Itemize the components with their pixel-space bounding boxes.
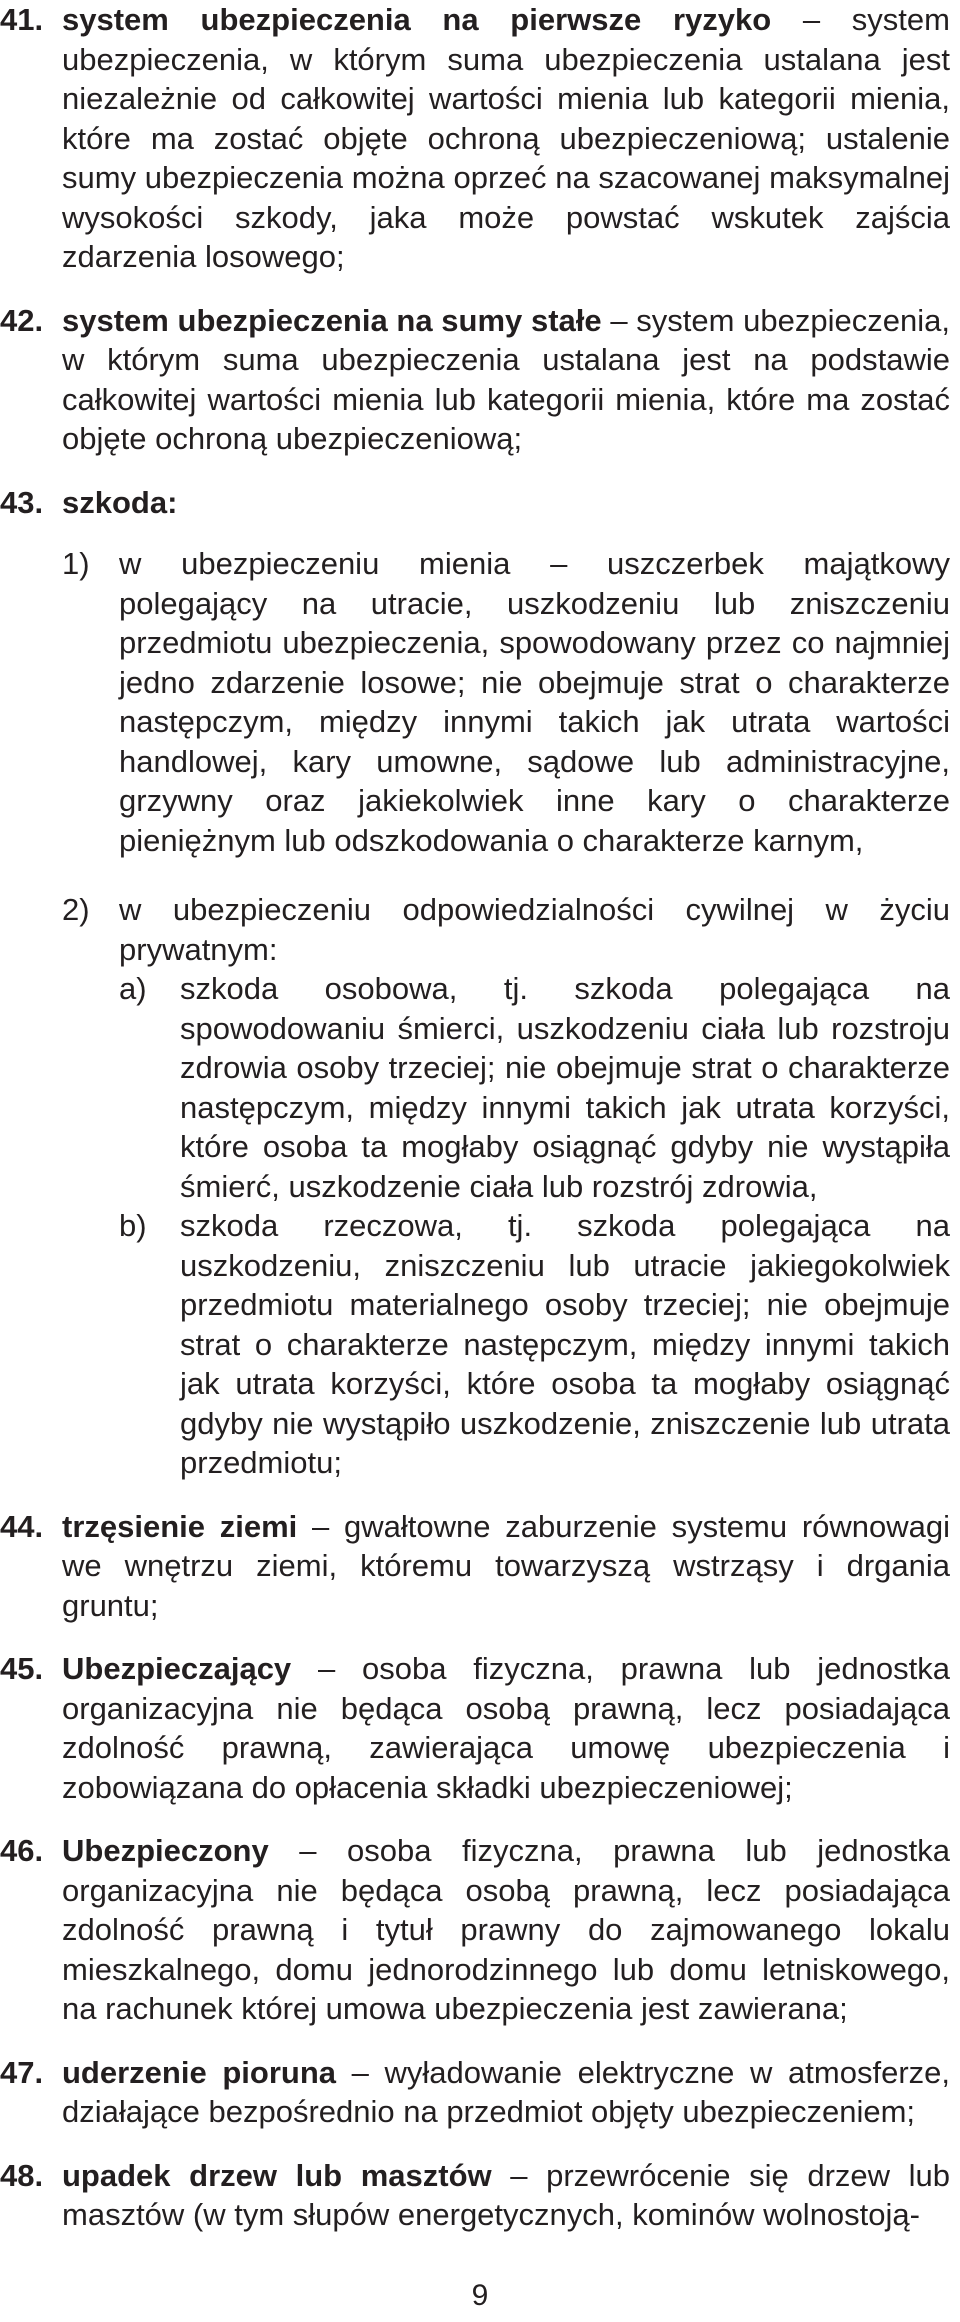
definition-42 bbox=[0, 301, 960, 459]
entry-term: szkoda: bbox=[62, 484, 178, 520]
entry-number: 41. bbox=[0, 2, 44, 37]
definition-43 bbox=[0, 483, 960, 1483]
entry-text: – system ubezpieczenia, w którym suma ubezpieczenia ustalana jest na podstawie całkowitej wartości mienia lub kategorii mienia, które ma zostać objęte ochroną ubezpieczeniową; bbox=[62, 302, 950, 456]
entry-number: 48. bbox=[0, 2157, 44, 2193]
definition-46 bbox=[0, 1831, 960, 2029]
definition-44 bbox=[0, 1507, 960, 1626]
sub-sub-item-text: szkoda rzeczowa, tj. szkoda polegająca na uszkodzeniu, zniszczeniu lub utracie jakiegokolwiek przedmiotu materialnego osoby trzeciej; nie obejmuje strat o charakterze następczym, między innymi takich jak utrata korzyści, które osoba ta mogłaby osiągnąć gdyby nie wystąpiło uszkodzenie, zniszczenie lub utrata przedmiotu; bbox=[180, 1208, 950, 1480]
entry-term: upadek drzew lub masztów bbox=[62, 2157, 492, 2193]
entry-number: 47. bbox=[0, 2054, 44, 2090]
entry-term: Ubezpieczający bbox=[62, 1651, 292, 1686]
definition-47 bbox=[0, 2053, 960, 2132]
entry-text: – gwałtowne zaburzenie systemu równowagi we wnętrzu ziemi, któremu towarzyszą wstrząsy i drgania gruntu; bbox=[62, 1508, 951, 1623]
sub-item-2 bbox=[62, 890, 950, 1483]
sub-sub-item-a bbox=[62, 969, 950, 1206]
entry-number: 43. bbox=[0, 484, 44, 520]
entry-term: Ubezpieczony bbox=[62, 1833, 269, 1868]
entry-text: – osoba fizyczna, prawna lub jednostka organizacyjna nie będąca osobą prawną, lecz posiadająca zdolność prawną i tytuł prawny do zajmowanego lokalu mieszkalnego, domu jednorodzinnego lub domu letniskowego, na rachunek której umowa ubezpieczenia jest zawierana; bbox=[62, 1833, 950, 2026]
entry-number: 45. bbox=[0, 1651, 44, 1686]
entry-term: system ubezpieczenia na sumy stałe bbox=[62, 302, 602, 338]
sub-item-text: w ubezpieczeniu mienia – uszczerbek majątkowy polegający na utracie, uszkodzeniu lub zniszczeniu przedmiotu ubezpieczenia, spowodowany przez co najmniej jedno zdarzenie losowe; nie obejmuje strat o charakterze następczym, między innymi takich jak utrata wartości handlowej, kary umowne, sądowe lub administracyjne, grzywny oraz jakiekolwiek inne kary o charakterze pieniężnym lub odszkodowania o charakterze karnym, bbox=[119, 546, 950, 858]
sub-sub-item-text: szkoda osobowa, tj. szkoda polegająca na spowodowaniu śmierci, uszkodzeniu ciała lub rozstroju zdrowia osoby trzeciej; nie obejmuje strat o charakterze następczym, między innymi takich jak utrata korzyści, które osoba ta mogłaby osiągnąć gdyby nie wystąpiła śmierć, uszkodzenie ciała lub rozstrój zdrowia, bbox=[180, 971, 950, 1204]
sub-item-1 bbox=[62, 544, 950, 860]
definition-41 bbox=[0, 0, 960, 277]
definition-48 bbox=[0, 2156, 960, 2235]
entry-text: – system ubezpieczenia, w którym suma ubezpieczenia ustalana jest niezależnie od całkowitej wartości mienia lub kategorii mienia, które ma zostać objęte ochroną ubezpieczeniową; ustalenie sumy ubezpieczenia można oprzeć na szacowanej maksymalnej wysokości szkody, jaka może powstać wskutek zajścia zdarzenia losowego; bbox=[62, 2, 950, 274]
sub-sub-item-b bbox=[62, 1206, 950, 1483]
page-number: 9 bbox=[471, 2279, 489, 2312]
entry-text: – wyładowanie elektryczne w atmosferze, działające bezpośrednio na przedmiot objęty ubezpieczeniem; bbox=[62, 2054, 950, 2129]
sub-sub-item-letter: a) bbox=[119, 971, 147, 1006]
sub-item-number: 2) bbox=[62, 892, 90, 927]
entry-term: trzęsienie ziemi bbox=[62, 1508, 298, 1544]
entry-number: 46. bbox=[0, 1833, 44, 1868]
entry-number: 44. bbox=[0, 1508, 44, 1544]
sub-item-text: w ubezpieczeniu odpowiedzialności cywilnej w życiu prywatnym: bbox=[119, 892, 950, 967]
definition-45 bbox=[0, 1649, 960, 1807]
sub-item-number: 1) bbox=[62, 546, 90, 581]
sub-sub-item-letter: b) bbox=[119, 1208, 147, 1243]
entry-text: – osoba fizyczna, prawna lub jednostka organizacyjna nie będąca osobą prawną, lecz posiadająca zdolność prawną, zawierająca umowę ubezpieczenia i zobowiązana do opłacenia składki ubezpieczeniowej; bbox=[62, 1651, 950, 1805]
entry-number: 42. bbox=[0, 302, 44, 338]
entry-term: uderzenie pioruna bbox=[62, 2054, 336, 2090]
entry-term: system ubezpieczenia na pierwsze ryzyko bbox=[62, 2, 772, 37]
entry-text: – przewrócenie się drzew lub masztów (w tym słupów energetycznych, kominów wolnostoją- bbox=[62, 2157, 951, 2232]
